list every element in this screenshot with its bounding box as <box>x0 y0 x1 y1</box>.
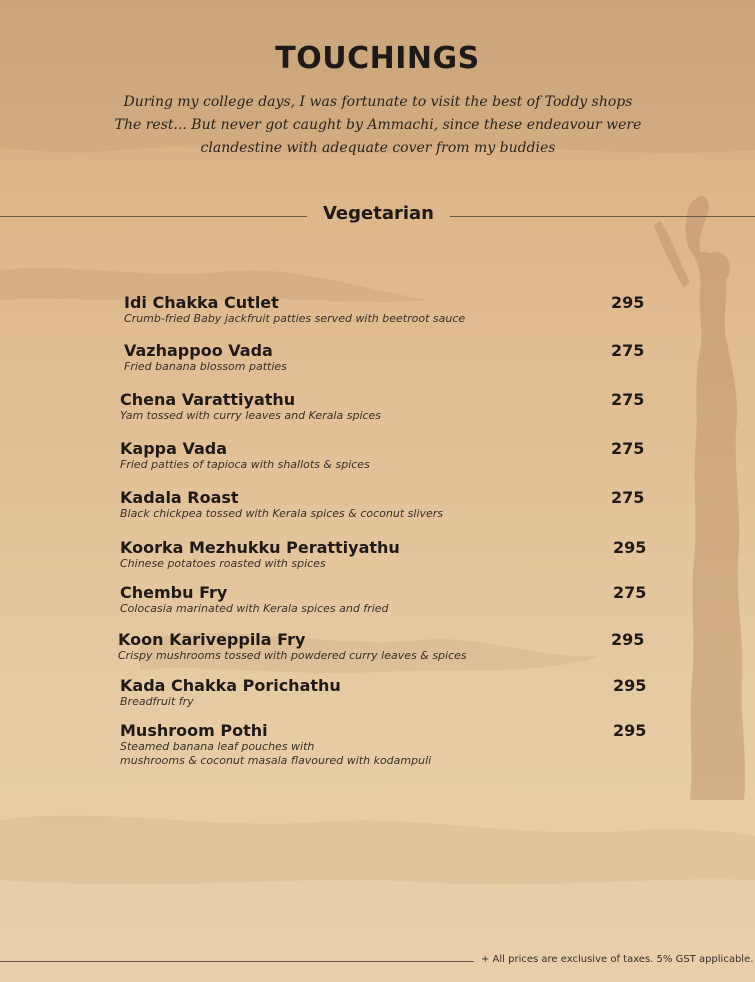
item-price: 275 <box>611 390 645 409</box>
description-line: Breadfruit fry <box>120 695 194 708</box>
intro-line: The rest... But never got caught by Ammachi, since these endeavour were <box>114 117 642 133</box>
item-name: Vazhappoo Vada <box>124 341 273 360</box>
item-description <box>120 458 650 472</box>
item-description <box>120 602 650 616</box>
description-line: Crumb-fried Baby jackfruit patties served with beetroot sauce <box>124 312 466 325</box>
item-name: Kada Chakka Porichathu <box>120 676 341 695</box>
item-price: 295 <box>611 630 645 649</box>
intro-line: clandestine with adequate cover from my buddies <box>200 140 556 156</box>
tax-note: + All prices are exclusive of taxes. 5% GST applicable. <box>481 954 754 965</box>
menu-intro <box>92 91 664 160</box>
description-line: Crispy mushrooms tossed with powdered curry leaves & spices <box>118 649 467 662</box>
divider-right <box>450 216 755 217</box>
item-price: 275 <box>613 583 647 602</box>
description-line: Yam tossed with curry leaves and Kerala spices <box>120 409 382 422</box>
item-name: Idi Chakka Cutlet <box>124 293 279 312</box>
item-description <box>120 409 650 423</box>
menu-item <box>120 722 650 768</box>
menu-item <box>120 539 650 571</box>
menu-item <box>120 584 650 616</box>
item-name: Kadala Roast <box>120 488 239 507</box>
item-name: Koon Kariveppila Fry <box>118 630 306 649</box>
item-price: 295 <box>613 676 647 695</box>
menu-item <box>120 677 650 709</box>
item-description <box>118 649 648 663</box>
description-line: Black chickpea tossed with Kerala spices & coconut slivers <box>120 507 444 520</box>
item-name: Chembu Fry <box>120 583 228 602</box>
item-description <box>120 740 650 768</box>
item-name: Koorka Mezhukku Perattiyathu <box>120 538 400 557</box>
section-title: Vegetarian <box>322 203 434 224</box>
description-line: Fried banana blossom patties <box>124 360 287 373</box>
menu-item <box>120 391 650 423</box>
menu-item <box>124 342 654 374</box>
menu-title: TOUCHINGS <box>275 41 480 76</box>
footer-divider <box>0 961 474 962</box>
menu-item <box>120 440 650 472</box>
menu-item <box>120 489 650 521</box>
section-header <box>0 203 755 229</box>
item-name: Mushroom Pothi <box>120 721 268 740</box>
description-line: mushrooms & coconut masala flavoured with kodampuli <box>120 754 432 767</box>
item-name: Kappa Vada <box>120 439 228 458</box>
divider-left <box>0 216 307 217</box>
intro-line: During my college days, I was fortunate to visit the best of Toddy shops <box>123 94 633 110</box>
item-price: 275 <box>611 341 645 360</box>
item-name: Chena Varattiyathu <box>120 390 296 409</box>
item-price: 275 <box>611 488 645 507</box>
description-line: Fried patties of tapioca with shallots & spices <box>120 458 370 471</box>
menu-item <box>118 631 648 663</box>
item-description <box>124 360 654 374</box>
item-description <box>124 312 654 326</box>
item-price: 275 <box>611 439 645 458</box>
item-description <box>120 695 650 709</box>
item-description <box>120 507 650 521</box>
item-description <box>120 557 650 571</box>
menu-item <box>124 294 654 326</box>
item-price: 295 <box>613 538 647 557</box>
description-line: Colocasia marinated with Kerala spices and fried <box>120 602 389 615</box>
item-price: 295 <box>611 293 645 312</box>
description-line: Steamed banana leaf pouches with <box>120 740 315 753</box>
item-price: 295 <box>613 721 647 740</box>
footer <box>0 954 755 968</box>
description-line: Chinese potatoes roasted with spices <box>120 557 326 570</box>
